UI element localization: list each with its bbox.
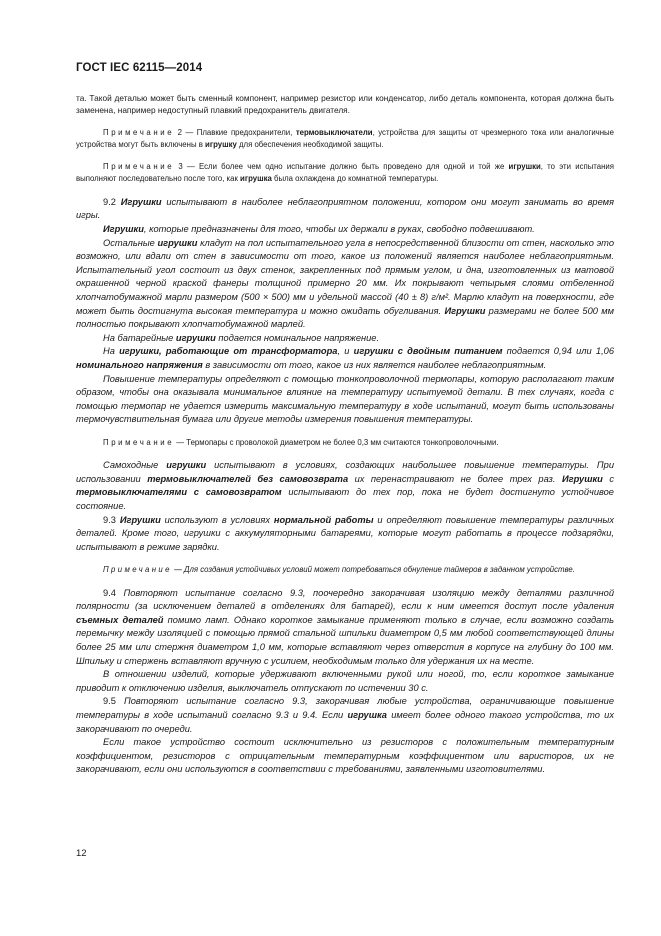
paragraph-13: Примечание — Для создания устойчивых условий может потребоваться обнуление таймеров в заданном устройстве. [103, 565, 575, 575]
paragraph-3: Примечание 3 — Если более чем одно испытание должно быть проведено для одной и той же игрушки, то эти испытания выполняют последовательно после того, как игрушка была охлаждена до комнатной температуры. [76, 162, 614, 184]
document-body [76, 92, 614, 777]
paragraph-6: Остальные игрушки кладут на пол испытательного угла в непосредственной близости от стен, насколько это возможно, или вдали от стен в зависимости от того, какое из положений является наиболее неблагоприятным. Испытательный угол состоит из двух стенок, закрепленных под прямым углом, и дна, изготовленных из матовой окрашенной черной краской фанеры толщиной примерно 20 мм. Их покрывают четырьмя слоями отбеленной хлопчатобумажной марли размером (500 × 500) мм и удельной массой (40 ± 8) г/м². Марлю кладут на поверхности, где может быть достигнута высокая температура и можно ожидать обугливания. Игрушки размерами не более 500 мм полностью покрывают хлопчатобумажной марлей. [76, 237, 614, 330]
paragraph-5: Игрушки, которые предназначены для того, чтобы их держали в руках, свободно подвешивают. [103, 223, 535, 234]
page-number: 12 [76, 848, 87, 859]
paragraph-17: Если такое устройство состоит исключительно из резисторов с положительным температурным коэффициентом, резисторов с отрицательным температурным коэффициентом или варисторов, их не закорачивают, если они используются в соответствии с требованиями, заявленными изготовителями. [76, 737, 614, 775]
paragraph-4: 9.2 Игрушки испытывают в наиболее неблагоприятном положении, котором они могут занимать во время игры. [76, 196, 614, 221]
paragraph-1: та. Такой деталью может быть сменный компонент, например резистор или конденсатор, либо деталь компонента, которая должна быть заменена, например недоступный плавкий предохранитель двигателя. [76, 93, 614, 116]
paragraph-7: На батарейные игрушки подается номинальное напряжение. [103, 332, 380, 343]
paragraph-15: В отношении изделий, которые удерживают включенными рукой или ногой, то, если короткое замыкание приводит к отключению изделия, выключатель отпускают по истечении 30 с. [76, 669, 614, 693]
paragraph-11: Самоходные игрушки испытывают в условиях, создающих наибольшее повышение температуры. При использовании термовыключателей без самовозврата их перенастраивают не более трех раз. Игрушки с термовыключателями с самовозвратом испытывают до тех пор, пока не будет достигнуто устойчивое состояние. [76, 460, 614, 511]
page-header: ГОСТ IEC 62115—2014 [76, 62, 203, 74]
paragraph-9: Повышение температуры определяют с помощью тонкопроволочной термопары, которую располагают таким образом, чтобы она оказывала минимальное влияние на температуру испытуемой детали. В тех случаях, когда с помощью термопар не удается измерить максимальную температуру в ходе испытаний, могут быть использованы термочувствительная бумага или другие методы измерения повышения температуры. [76, 373, 614, 425]
paragraph-16: 9.5 Повторяют испытание согласно 9.3, закорачивая любые устройства, ограничивающие повышение температуры в ходе испытаний согласно 9.3 и 9.4. Если игрушка имеет более одного такого устройства, то их закорачивают по очереди. [76, 696, 614, 734]
paragraph-10: Примечание — Термопары с проволокой диаметром не более 0,3 мм считаются тонкопроволочными. [103, 437, 499, 447]
paragraph-8: На игрушки, работающие от трансформатора, и игрушки с двойным питанием подается 0,94 или 1,06 номинального напряжения в зависимости от того, какое из них является наиболее неблагоприятным. [76, 346, 615, 370]
paragraph-12: 9.3 Игрушки используют в условиях нормальной работы и определяют повышение температуры различных деталей. Кроме того, игрушки с аккумуляторными батареями, которые могут работать в процессе подзарядки, испытывают в режиме зарядки. [76, 514, 614, 552]
paragraph-14: 9.4 Повторяют испытание согласно 9.3, поочередно закорачивая изоляцию между деталями различной полярности (за исключением деталей в отделениях для батарей), если к ним имеется доступ после удаления съемных деталей помимо ламп. Однако короткое замыкание применяют только в случае, если возможно создать перемычку между изоляцией с помощью прямой стальной шпильки диаметром 0,5 мм любой соответствующей длины более 25 мм или стержня диаметром 1,0 мм, которые вставляют через отверстия в корпусе на глубину до 100 мм. Шпильку и стержень вставляют вручную с усилием, необходимым только для удержания их на месте. [76, 587, 614, 666]
paragraph-2: Примечание 2 — Плавкие предохранители, термовыключатели, устройства для защиты от чрезмерного тока или аналогичные устройства могут быть включены в игрушку для обеспечения необходимой защиты. [76, 127, 614, 149]
